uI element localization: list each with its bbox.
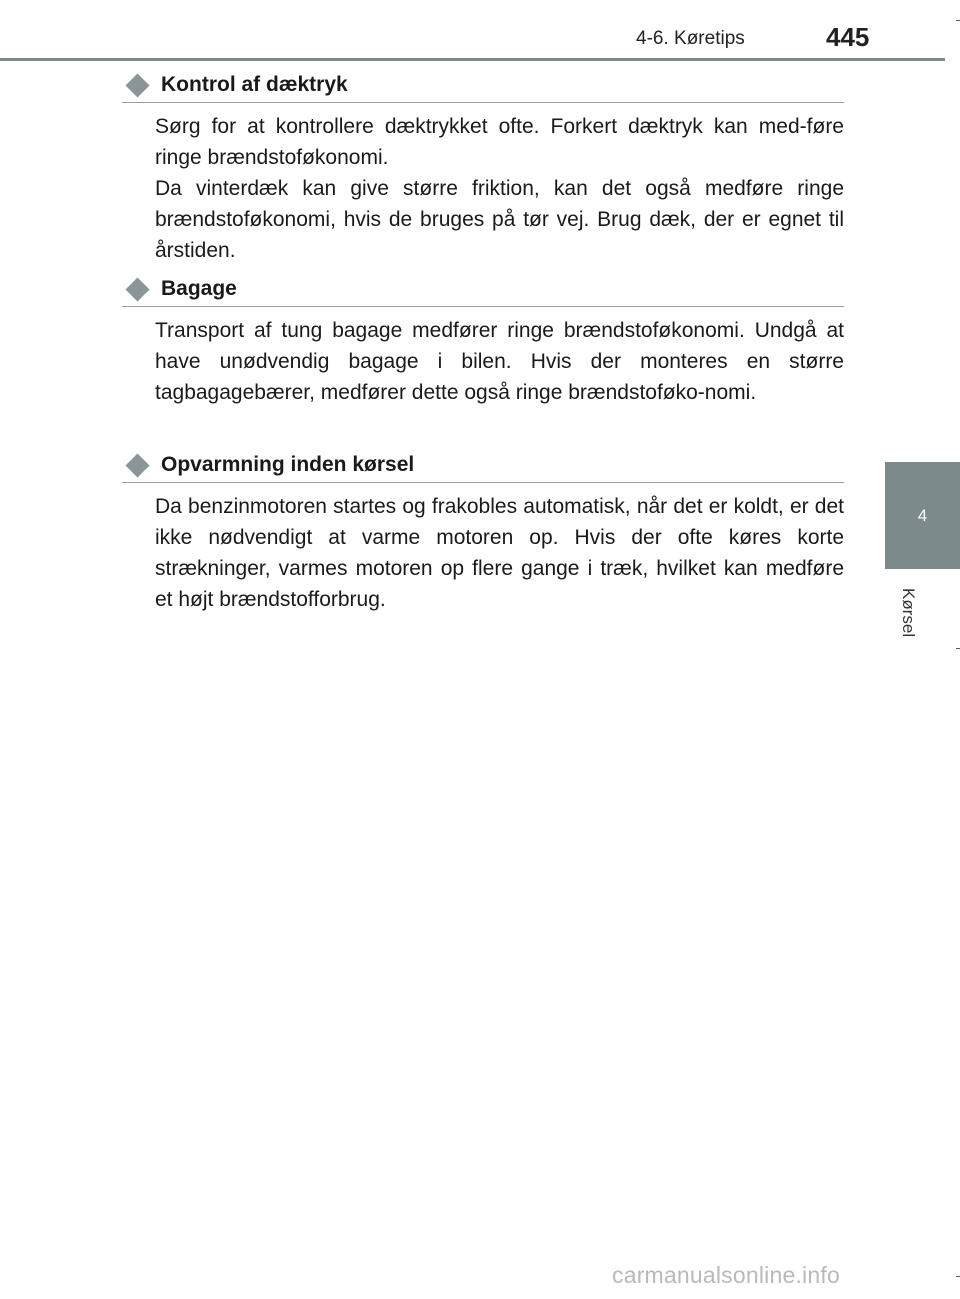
section-heading	[122, 272, 844, 307]
header-rule	[0, 58, 945, 61]
section-heading-text: Opvarmning inden kørsel	[161, 453, 415, 476]
crop-mark	[956, 1276, 960, 1277]
page-number: 445	[826, 22, 870, 52]
chapter-label: Kørsel	[899, 588, 918, 638]
chapter-tab	[885, 462, 960, 569]
section-title: 4-6. Køretips	[636, 28, 745, 49]
section-heading	[122, 448, 844, 483]
watermark-text: carmanualsonline.info	[612, 1262, 840, 1288]
diamond-bullet-icon	[125, 277, 149, 301]
section-heading-text: Kontrol af dæktryk	[161, 73, 348, 96]
section-luggage	[122, 272, 844, 408]
section-body	[122, 483, 844, 615]
section-heading-text: Bagage	[161, 277, 237, 300]
crop-mark	[956, 20, 960, 21]
paragraph: Sørg for at kontrollere dæktrykket ofte. Forkert dæktryk kan med-føre ringe brændstoføkonomi.	[155, 115, 844, 169]
section-body	[122, 103, 844, 266]
diamond-bullet-icon	[125, 73, 149, 97]
diamond-bullet-icon	[125, 453, 149, 477]
paragraph: Transport af tung bagage medfører ringe brændstoføkonomi. Undgå at have unødvendig bagage i bilen. Hvis der monteres en større tagbagagebærer, medfører dette også ringe brændstoføko-nomi.	[155, 319, 844, 404]
chapter-number: 4	[917, 505, 928, 525]
section-warmup	[122, 448, 844, 615]
section-tire-pressure	[122, 68, 844, 266]
paragraph: Da vinterdæk kan give større friktion, kan det også medføre ringe brændstoføkonomi, hvis de bruges på tør vej. Brug dæk, der er egnet til årstiden.	[155, 177, 844, 262]
paragraph: Da benzinmotoren startes og frakobles automatisk, når det er koldt, er det ikke nødvendigt at varme motoren op. Hvis der ofte køres korte strækninger, varmes motoren op flere gange i træk, hvilket kan medføre et højt brændstofforbrug.	[155, 495, 844, 611]
crop-mark	[956, 648, 960, 649]
section-body	[122, 307, 844, 408]
section-heading	[122, 68, 844, 103]
